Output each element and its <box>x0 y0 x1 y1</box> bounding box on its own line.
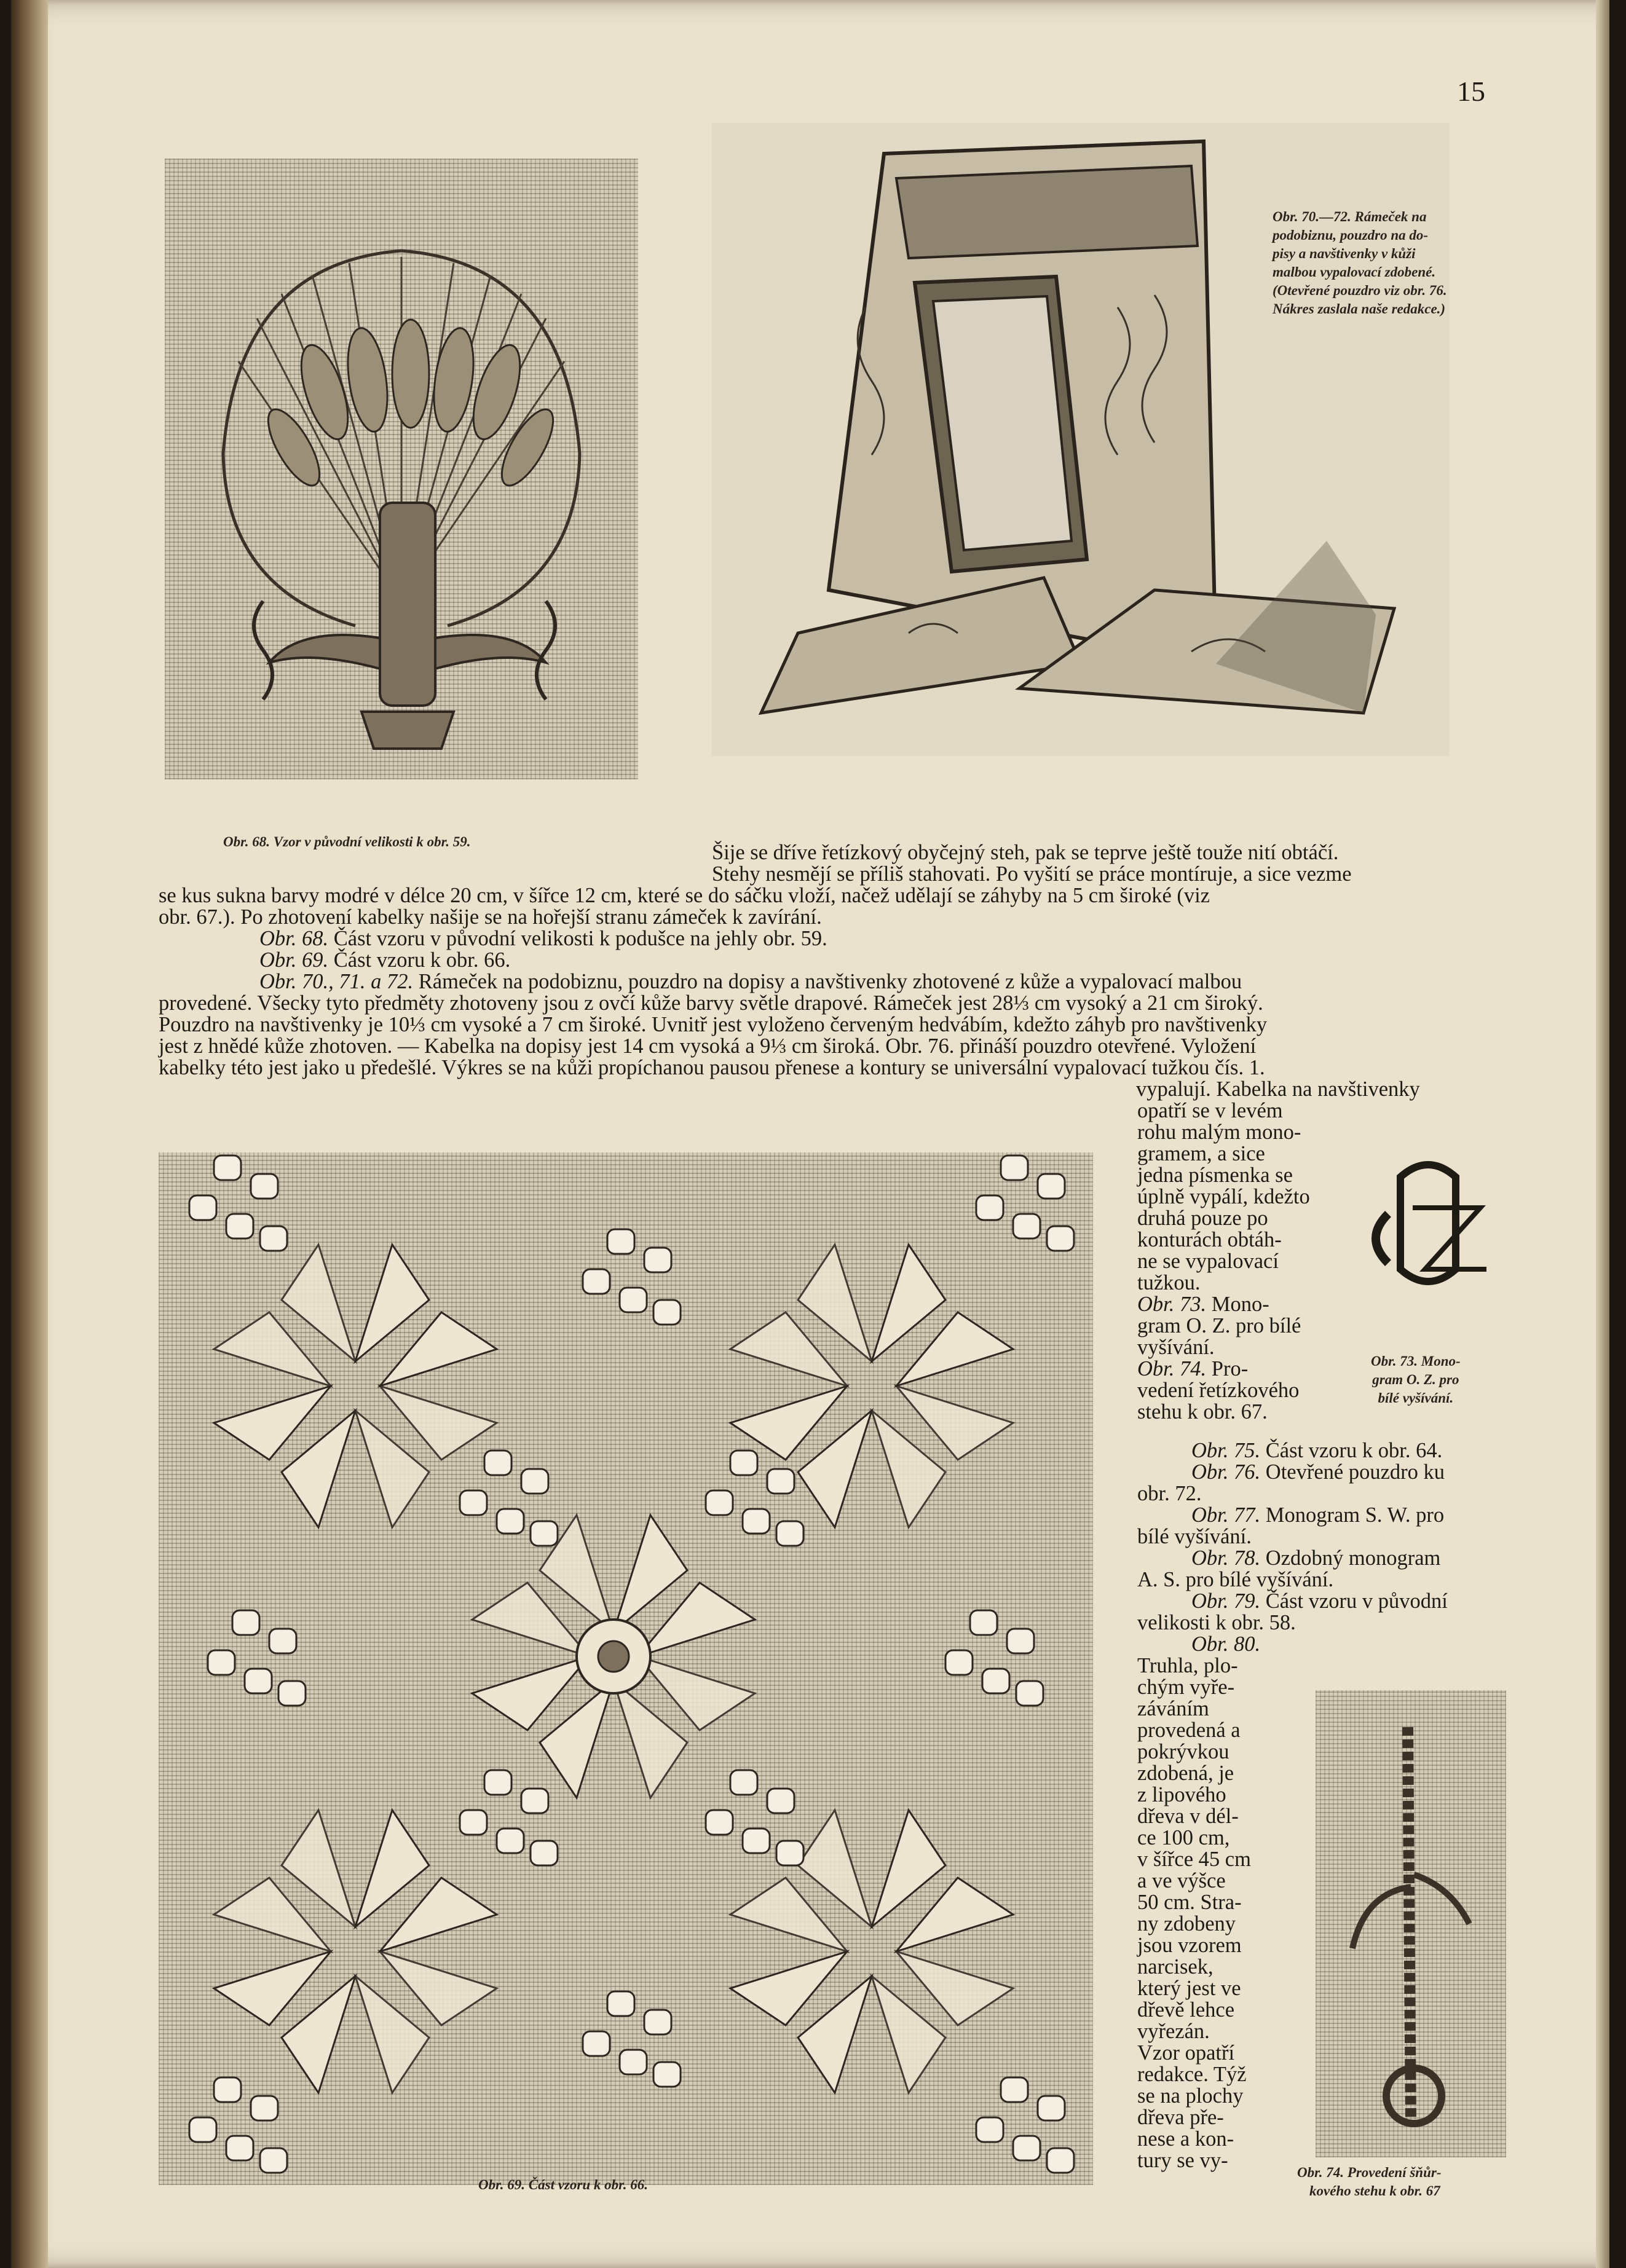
column-line: ce 100 cm, <box>1137 1826 1230 1849</box>
column-line: rohu malým mono- <box>1137 1120 1301 1144</box>
column-line <box>1137 1548 1448 1569</box>
entry-70 <box>259 971 1242 993</box>
entry-ref: Obr. 76. <box>1191 1460 1261 1484</box>
caption-line: Obr. 73. Mono- <box>1371 1353 1461 1369</box>
column-line <box>1137 1462 1448 1483</box>
column-line: úplně vypálí, kdežto <box>1137 1185 1310 1208</box>
column-line: gram O. Z. pro bílé <box>1137 1314 1301 1337</box>
entries-75-80 <box>1137 1440 1448 1655</box>
caption-line: bílé vyšívání. <box>1378 1390 1454 1406</box>
column-line <box>1137 1634 1448 1655</box>
column-line <box>1137 1294 1310 1315</box>
entry-ref: Obr. 73. <box>1137 1293 1207 1316</box>
entry-text: Ozdobný monogram <box>1265 1546 1441 1570</box>
column-line: dřevě lehce <box>1137 1998 1235 2022</box>
entry-70-line: jest z hnědé kůže zhotoven. — Kabelka na dopisy jest 14 cm vysoká a 9⅓ cm široká. Obr. 76. přináší pouzdro otevřené. Vyložení <box>159 1034 1257 1058</box>
entry-80-column <box>1137 1655 1251 2172</box>
column-line: nese a kon- <box>1137 2127 1234 2151</box>
column-line: tužkou. <box>1137 1271 1201 1294</box>
entry-ref: Obr. 77. <box>1191 1503 1261 1527</box>
entry-ref: Obr. 79. <box>1191 1589 1261 1613</box>
column-line: konturách obtáh- <box>1137 1228 1282 1251</box>
figure-70-caption-line: Obr. 70.—72. Rámeček na <box>1273 209 1427 224</box>
entry-ref: Obr. 74. <box>1137 1357 1207 1380</box>
column-line: pokrývkou <box>1137 1740 1229 1763</box>
column-line: záváním <box>1137 1697 1209 1720</box>
column-line: redakce. Týž <box>1137 2063 1247 2086</box>
page-edge <box>1596 0 1609 2268</box>
column-line: vyřezán. <box>1137 2020 1210 2043</box>
column-line: zdobená, je <box>1137 1762 1234 1785</box>
entry-70-line: provedené. Všecky tyto předměty zhotoveny jsou z ovčí kůže barvy světle drapové. Rámeček jest 28⅓ cm vysoký a 21 cm široký. <box>159 991 1263 1015</box>
column-line: obr. 72. <box>1137 1482 1202 1505</box>
entry-ref: Obr. 75. <box>1191 1439 1261 1462</box>
column-line <box>1137 1591 1448 1612</box>
column-line: a ve výšce <box>1137 1869 1226 1892</box>
entry-text: Monogram S. W. pro <box>1265 1503 1445 1527</box>
book-spine <box>11 0 48 2268</box>
column-line: narcisek, <box>1137 1955 1214 1979</box>
column-line: jsou vzorem <box>1137 1934 1242 1957</box>
column-line: v šířce 45 cm <box>1137 1848 1251 1871</box>
column-line: stehu k obr. 67. <box>1137 1400 1268 1423</box>
column-line <box>1137 1358 1310 1380</box>
narrow-column <box>1137 1100 1310 1423</box>
paragraph-line: Stehy nesmějí se příliš stahovati. Po vyšití se práce montíruje, a sice vezme <box>712 862 1352 886</box>
column-line: z lipového <box>1137 1783 1226 1806</box>
page-number: 15 <box>1457 76 1485 107</box>
entry-text: Mono- <box>1211 1293 1269 1316</box>
paragraph-line: obr. 67.). Po zhotovení kabelky našije se na hořejší stranu zámeček k zavírání. <box>159 905 822 929</box>
paragraph-line: se kus sukna barvy modré v délce 20 cm, v šířce 12 cm, které se do sáčku vloží, načež udělají se záhyby na 5 cm široké (viz <box>159 884 1210 907</box>
figure-73-monogram <box>1364 1152 1493 1312</box>
entry-70-line: Pouzdro na navštivenky je 10⅓ cm vysoké a 7 cm široké. Uvnitř jest vyloženo červeným hedvábím, kdežto záhyb pro navštivenky <box>159 1013 1268 1036</box>
entry-text: Část vzoru k obr. 66. <box>333 948 511 972</box>
entry-70-line: kabelky této jest jako u předešlé. Výkres se na kůži propíchanou pausou přenese a kontury se universální vypalovací tužkou čís. 1. <box>159 1056 1265 1079</box>
column-line <box>1137 1440 1448 1462</box>
column-line: vedení řetízkového <box>1137 1379 1300 1402</box>
figure-70-caption-line: pisy a navštivenky v kůži <box>1273 246 1416 261</box>
column-line: tury se vy- <box>1137 2149 1228 2172</box>
column-line: provedená a <box>1137 1719 1241 1742</box>
figure-70-caption-line: Nákres zaslala naše redakce.) <box>1273 301 1446 317</box>
column-line: který jest ve <box>1137 1977 1241 2000</box>
entry-text: Otevřené pouzdro ku <box>1265 1460 1445 1484</box>
figure-70-caption-line: podobiznu, pouzdro na do- <box>1273 227 1429 243</box>
entry-text: Pro- <box>1211 1357 1249 1380</box>
entry-ref: Obr. 68. <box>259 927 329 950</box>
paragraph-line: Šije se dříve řetízkový obyčejný steh, pak se teprve ještě touže nití obtáčí. <box>712 841 1339 864</box>
column-line <box>1137 1505 1448 1526</box>
figure-69-embroidery-pattern <box>159 1152 1093 2185</box>
column-line: bílé vyšívání. <box>1137 1525 1252 1548</box>
entry-69 <box>259 950 510 971</box>
column-line: jedna písmenka se <box>1137 1164 1293 1187</box>
column-line: 50 cm. Stra- <box>1137 1891 1242 1914</box>
column-line: A. S. pro bílé vyšívání. <box>1137 1568 1334 1591</box>
entry-68 <box>259 928 827 950</box>
column-line: druhá pouze po <box>1137 1207 1268 1230</box>
entry-ref: Obr. 70., 71. a 72. <box>259 970 414 993</box>
figure-70-caption-line: (Otevřené pouzdro viz obr. 76. <box>1273 283 1447 298</box>
caption-line: gram O. Z. pro <box>1372 1372 1459 1387</box>
entry-ref: Obr. 78. <box>1191 1546 1261 1570</box>
column-line: Truhla, plo- <box>1137 1654 1238 1677</box>
column-line: ne se vypalovací <box>1137 1250 1279 1273</box>
column-line: dřeva v dél- <box>1137 1805 1239 1828</box>
column-line: Vzor opatří <box>1137 2041 1235 2065</box>
entry-ref: Obr. 80. <box>1191 1632 1261 1656</box>
figure-74-caption <box>1297 2164 1442 2200</box>
book-page <box>11 0 1609 2268</box>
entry-70-line: vypalují. Kabelka na navštivenky <box>1136 1077 1420 1101</box>
figure-70-caption <box>1273 208 1506 318</box>
figure-73-caption <box>1371 1352 1461 1408</box>
column-line: dřeva pře- <box>1137 2106 1224 2129</box>
caption-line: Obr. 74. Provedení šňůr- <box>1297 2165 1442 2180</box>
column-line: se na plochy <box>1137 2084 1244 2108</box>
column-line: opatří se v levém <box>1137 1099 1283 1122</box>
caption-line: kového stehu k obr. 67 <box>1309 2183 1440 2199</box>
entry-text: Část vzoru k obr. 64. <box>1265 1439 1443 1462</box>
figure-74-cord-stitch <box>1316 1690 1506 2157</box>
entry-text: Část vzoru v původní <box>1265 1589 1448 1613</box>
column-line: gramem, a sice <box>1137 1142 1265 1165</box>
column-line: ny zdobeny <box>1137 1912 1236 1935</box>
figure-68-wheat-pattern <box>165 159 638 779</box>
figure-68-caption: Obr. 68. Vzor v původní velikosti k obr. 59. <box>223 834 471 849</box>
entry-text: Rámeček na podobiznu, pouzdro na dopisy a navštivenky zhotovené z kůže a vypalovací malbou <box>418 970 1242 993</box>
figure-70-caption-line: malbou vypalovací zdobené. <box>1273 264 1436 280</box>
figure-69-caption: Obr. 69. Část vzoru k obr. 66. <box>478 2177 649 2192</box>
column-line: chým vyře- <box>1137 1675 1235 1699</box>
column-line: velikosti k obr. 58. <box>1137 1611 1296 1634</box>
entry-text: Část vzoru v původní velikosti k podušce na jehly obr. 59. <box>333 927 827 950</box>
column-line: vyšívání. <box>1137 1336 1215 1359</box>
entry-ref: Obr. 69. <box>259 948 329 972</box>
